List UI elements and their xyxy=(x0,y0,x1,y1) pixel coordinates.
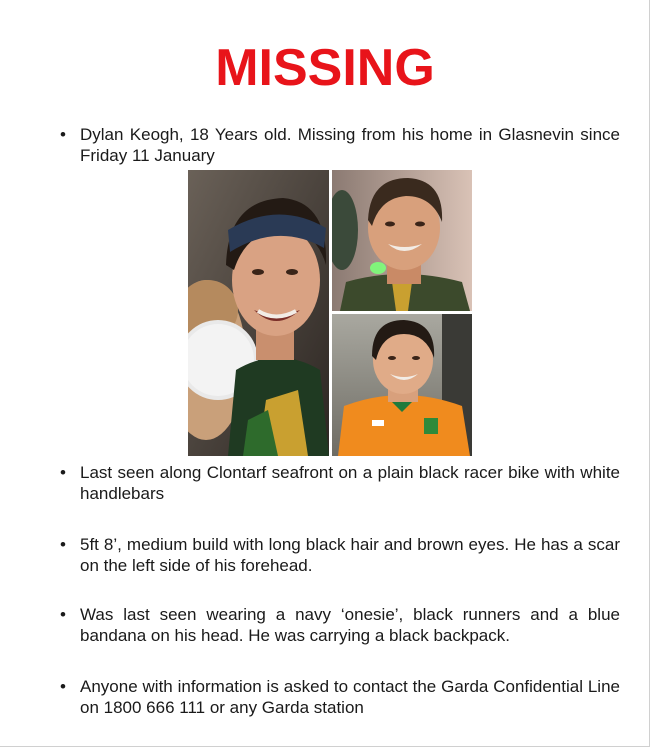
photo-orange-jersey xyxy=(332,314,472,456)
bullet-item xyxy=(60,676,620,718)
bullet-item xyxy=(60,604,620,646)
bullet-marker: • xyxy=(60,677,66,696)
bullet-text: Anyone with information is asked to contact the Garda Confidential Line on 1800 666 111 or any Garda station xyxy=(80,677,620,717)
photo-collage xyxy=(188,170,472,456)
bullet-marker: • xyxy=(60,125,66,144)
bullet-marker: • xyxy=(60,535,66,554)
bullet-marker: • xyxy=(60,463,66,482)
bullet-text: Last seen along Clontarf seafront on a plain black racer bike with white handlebars xyxy=(80,463,620,503)
photo-portrait-bandana xyxy=(188,170,329,456)
bullet-text: 5ft 8’, medium build with long black hair and brown eyes. He has a scar on the left side of his forehead. xyxy=(80,535,620,575)
bullet-item xyxy=(60,534,620,576)
bullet-item xyxy=(60,462,620,504)
bullet-item xyxy=(60,124,620,166)
bullet-text: Dylan Keogh, 18 Years old. Missing from his home in Glasnevin since Friday 11 January xyxy=(80,125,620,165)
poster-title: MISSING xyxy=(215,39,435,97)
bullet-marker: • xyxy=(60,605,66,624)
bullet-text: Was last seen wearing a navy ‘onesie’, black runners and a blue bandana on his head. He was carrying a black backpack. xyxy=(80,605,620,645)
photo-smiling-closeup xyxy=(332,170,472,311)
